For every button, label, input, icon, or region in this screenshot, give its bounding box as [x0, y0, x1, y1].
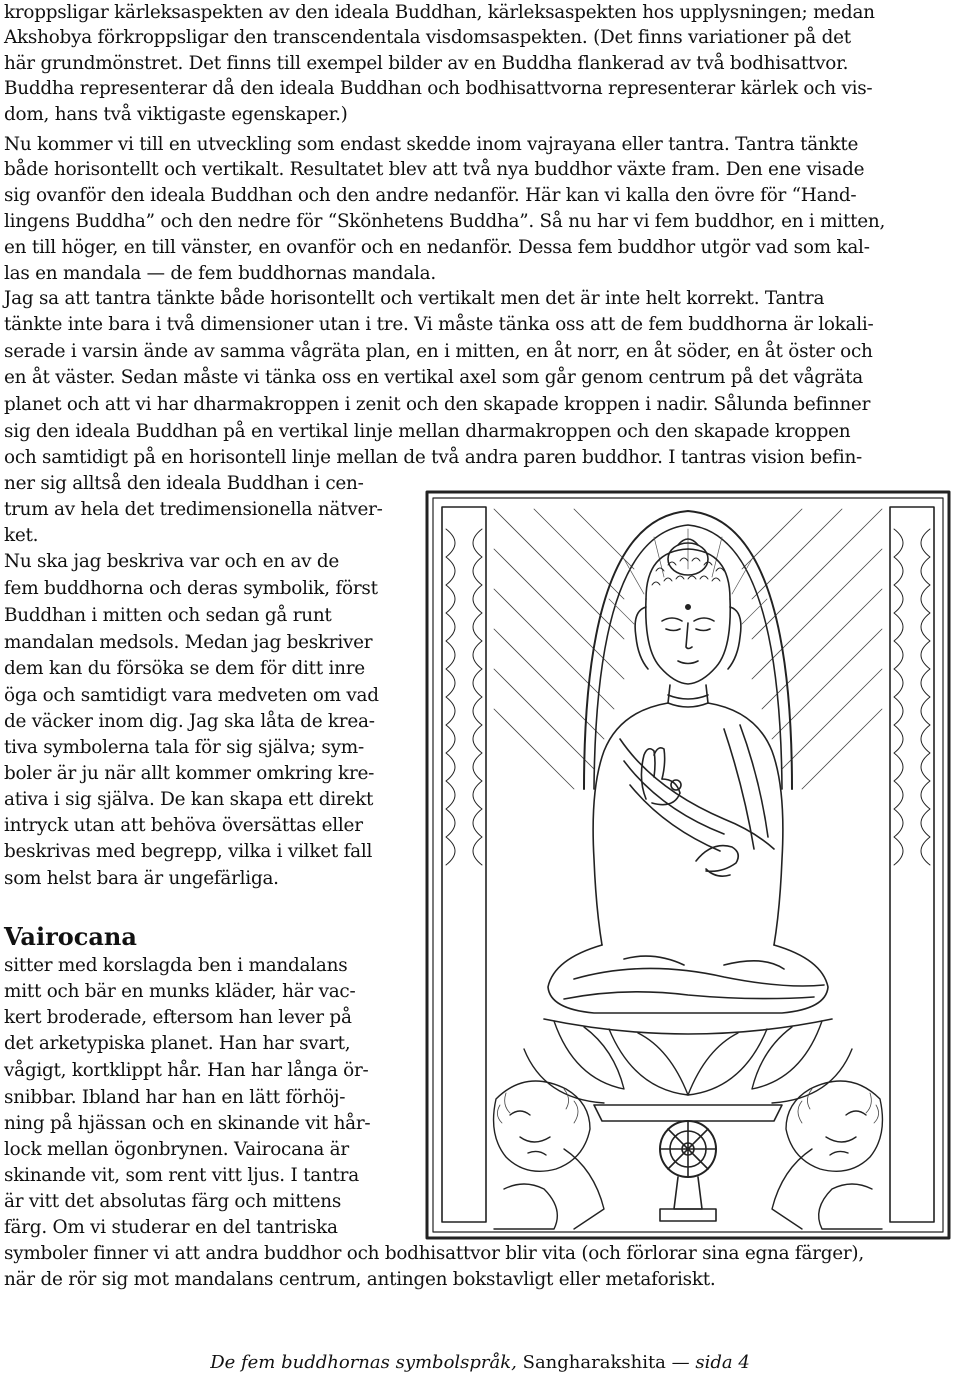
body-line: både horisontellt och vertikalt. Resultatet blev att två nya buddhor växte fram. Den ene visade [4, 159, 865, 180]
body-line: las en mandala — de fem buddhornas mandala. [4, 263, 436, 284]
section-line: sitter med korslagda ben i mandalans [4, 955, 348, 976]
body-line: kroppsligar kärleksaspekten av den ideala Buddhan, kärleksaspekten hos upplysningen; medan [4, 2, 875, 23]
body-line: och samtidigt på en horisontell linje mellan de två andra paren buddhor. I tantras vision befin- [4, 447, 863, 468]
section-heading: Vairocana [4, 922, 137, 951]
body-line: dom, hans två viktigaste egenskaper.) [4, 104, 348, 125]
section-line: skinande vit, som rent vitt ljus. I tantra [4, 1165, 359, 1186]
footer-title: De fem buddhornas symbolspråk, [210, 1352, 517, 1373]
section-line: färg. Om vi studerar en del tantriska [4, 1217, 338, 1238]
body-line: öga och samtidigt vara medveten om vad [4, 685, 379, 706]
body-line: beskrivas med begrepp, vilka i vilket fall [4, 841, 373, 862]
body-line: serade i varsin ände av samma vågräta plan, en i mitten, en åt norr, en åt söder, en åt öster och [4, 341, 873, 362]
body-line: sig ovanför den ideala Buddhan och den andre nedanför. Här kan vi kalla den övre för “Hand- [4, 185, 857, 206]
body-line: sig den ideala Buddhan på en vertikal linje mellan dharmakroppen och den skapade kroppen [4, 421, 851, 442]
section-line: ning på hjässan och en skinande vit hår- [4, 1113, 371, 1134]
body-line: boler är ju när allt kommer omkring kre- [4, 763, 375, 784]
section-line: det arketypiska planet. Han har svart, [4, 1033, 351, 1054]
body-line: Nu kommer vi till en utveckling som endast skedde inom vajrayana eller tantra. Tantra tänkte [4, 134, 859, 155]
body-line: här grundmönstret. Det finns till exempel bilder av en Buddha flankerad av två bodhisattvor. [4, 53, 849, 74]
body-line: en åt väster. Sedan måste vi tänka oss en vertikal axel som går genom centrum på det vågräta [4, 367, 864, 388]
buddha-illustration-icon [424, 489, 952, 1241]
body-line: ativa i sig själva. De kan skapa ett direkt [4, 789, 374, 810]
body-line: de väcker inom dig. Jag ska låta de krea- [4, 711, 375, 732]
section-line: mitt och bär en munks kläder, här vac- [4, 981, 356, 1002]
body-line: fem buddhorna och deras symbolik, först [4, 578, 378, 599]
body-line: dem kan du försöka se dem för ditt inre [4, 658, 365, 679]
body-line: tiva symbolerna tala för sig själva; sym- [4, 737, 364, 758]
body-line: ket. [4, 525, 39, 546]
body-line: mandalan medsols. Medan jag beskriver [4, 632, 373, 653]
section-line: är vitt det absolutas färg och mittens [4, 1191, 342, 1212]
body-line: ner sig alltså den ideala Buddhan i cen- [4, 473, 364, 494]
body-line: lingens Buddha” och den nedre för “Skönhetens Buddha”. Så nu har vi fem buddhor, en i mitten, [4, 211, 886, 232]
footer-page-number: — sida 4 [671, 1352, 750, 1373]
body-line: Buddha representerar då den ideala Buddhan och bodhisattvorna representerar kärlek och vis- [4, 78, 873, 99]
body-line: Nu ska jag beskriva var och en av de [4, 551, 340, 572]
body-line: tänkte inte bara i två dimensioner utan i tre. Vi måste tänka oss att de fem buddhorna är lokali- [4, 314, 874, 335]
footer-author: Sangharakshita [516, 1352, 672, 1373]
section-line: kert broderade, eftersom han lever på [4, 1007, 352, 1028]
page-footer [0, 1351, 960, 1375]
body-line: intryck utan att behöva översättas eller [4, 815, 363, 836]
section-line: vågigt, kortklippt hår. Han har långa ör- [4, 1060, 369, 1081]
body-line: som helst bara är ungefärliga. [4, 868, 279, 889]
body-line: trum av hela det tredimensionella nätver- [4, 499, 383, 520]
section-line: när de rör sig mot mandalans centrum, antingen bokstavligt eller metaforiskt. [4, 1269, 716, 1290]
body-line: Akshobya förkroppsligar den transcendentala visdomsaspekten. (Det finns variationer på det [4, 27, 851, 48]
section-line: lock mellan ögonbrynen. Vairocana är [4, 1139, 349, 1160]
section-line: snibbar. Ibland har han en lätt förhöj- [4, 1087, 346, 1108]
section-line: symboler finner vi att andra buddhor och bodhisattvor blir vita (och förlorar sina egna färger), [4, 1243, 864, 1264]
body-line: planet och att vi har dharmakroppen i zenit och den skapade kroppen i nadir. Sålunda befinner [4, 394, 871, 415]
body-line: en till höger, en till vänster, en ovanför och en nedanför. Dessa fem buddhor utgör vad som kal- [4, 237, 870, 258]
body-line: Buddhan i mitten och sedan gå runt [4, 605, 332, 626]
body-line: Jag sa att tantra tänkte både horisontellt och vertikalt men det är inte helt korrekt. Tantra [4, 288, 825, 309]
